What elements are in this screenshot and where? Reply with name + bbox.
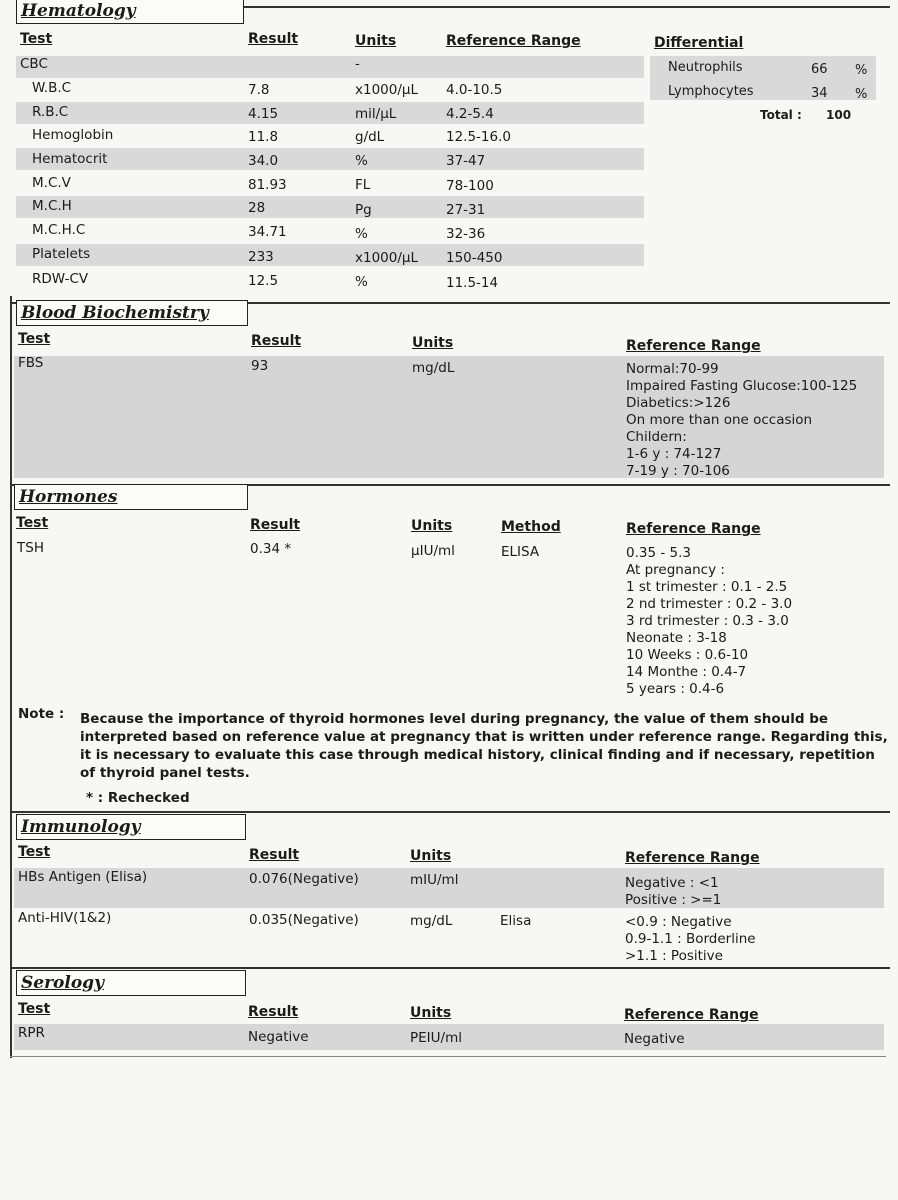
immunology-header-result: Result <box>249 847 300 863</box>
table-row-units: mIU/ml <box>410 872 459 888</box>
table-row-ref: 27-31 <box>446 202 486 218</box>
cbc-group-units: - <box>355 56 360 72</box>
hormones-header-ref: Reference Range <box>626 521 761 537</box>
hormones-header-test: Test <box>16 515 49 531</box>
biochemistry-header-test: Test <box>18 331 51 347</box>
tsh-result: 0.34 * <box>250 541 292 557</box>
hematology-header-ref: Reference Range <box>446 33 581 49</box>
table-row-test: R.B.C <box>32 104 69 120</box>
differential-total-label: Total : <box>760 108 802 122</box>
serology-header-units: Units <box>410 1005 452 1021</box>
table-row-ref: 12.5-16.0 <box>446 129 511 145</box>
table-row-result: 12.5 <box>248 273 279 289</box>
immunology-title: Immunology <box>16 814 246 840</box>
differential-item-unit: % <box>855 87 868 102</box>
table-row-units: FL <box>355 177 371 193</box>
table-row-ref: 4.0-10.5 <box>446 82 503 98</box>
table-row-result: 7.8 <box>248 82 270 98</box>
differential-item-value: 66 <box>811 62 828 77</box>
biochemistry-header-units: Units <box>412 335 454 351</box>
serology-title: Serology <box>16 970 246 996</box>
table-row-test: HBs Antigen (Elisa) <box>18 869 148 885</box>
table-row-test: M.C.H <box>32 198 72 214</box>
rpr-result: Negative <box>248 1029 309 1045</box>
immunology-header-units: Units <box>410 848 452 864</box>
differential-total-value: 100 <box>826 108 852 122</box>
fbs-units: mg/dL <box>412 360 455 376</box>
differential-item-name: Neutrophils <box>668 60 743 75</box>
fbs-reference-range: Normal:70-99 Impaired Fasting Glucose:100-125 Diabetics:>126 On more than one occasion Childern: 1-6 y : 74-127 7-19 y : 70-106 <box>626 361 858 479</box>
serology-header-test: Test <box>18 1001 51 1017</box>
note-label: Note : <box>18 706 65 722</box>
hormones-header-units: Units <box>411 518 453 534</box>
table-row-units: Pg <box>355 202 372 218</box>
fbs-test: FBS <box>18 355 44 371</box>
rpr-units: PEIU/ml <box>410 1030 462 1046</box>
table-row-result: 233 <box>248 249 274 265</box>
table-row-units: x1000/µL <box>355 82 419 98</box>
tsh-method: ELISA <box>501 544 540 560</box>
note-text: Because the importance of thyroid hormones level during pregnancy, the value of them should be interpreted based on reference value at pregnancy that is written under reference range. Regarding this, it is necessary to evaluate this case through medical history, clinical finding and if necessary, repetition of thyroid panel tests. <box>80 711 888 781</box>
hematology-header-result: Result <box>248 31 299 47</box>
table-row-ref: 32-36 <box>446 226 486 242</box>
differential-title: Differential <box>654 35 744 51</box>
biochemistry-title: Blood Biochemistry <box>16 300 248 326</box>
table-row-ref: 4.2-5.4 <box>446 106 494 122</box>
fbs-result: 93 <box>251 358 269 374</box>
table-row-result: 81.93 <box>248 177 287 193</box>
table-row-ref: 11.5-14 <box>446 275 499 291</box>
hematology-header-test: Test <box>20 31 53 47</box>
rpr-ref: Negative <box>624 1031 685 1047</box>
table-row-test: W.B.C <box>32 80 72 96</box>
hematology-title: Hematology <box>16 0 244 24</box>
table-row-ref: 78-100 <box>446 178 494 194</box>
differential-item-value: 34 <box>811 86 828 101</box>
tsh-reference-range: 0.35 - 5.3 At pregnancy : 1 st trimester : 0.1 - 2.5 2 nd trimester : 0.2 - 3.0 3 rd trimester : 0.3 - 3.0 Neonate : 3-18 10 Weeks : 0.6-10 14 Monthe : 0.4-7 5 years : 0.4-6 <box>626 545 793 697</box>
cbc-group-label: CBC <box>20 56 48 72</box>
table-row-ref: Negative : <1 Positive : >=1 <box>625 875 722 908</box>
table-row-result: 34.71 <box>248 224 287 240</box>
table-row-units: % <box>355 153 368 169</box>
biochemistry-header-result: Result <box>251 333 302 349</box>
table-row-units: mil/µL <box>355 106 397 122</box>
table-row-test: Hematocrit <box>32 151 108 167</box>
table-row-test: M.C.V <box>32 175 71 191</box>
table-row-test: Hemoglobin <box>32 127 114 143</box>
table-row-test: Platelets <box>32 246 91 262</box>
table-row-ref: <0.9 : Negative 0.9-1.1 : Borderline >1.1 : Positive <box>625 914 756 964</box>
table-row-ref: 37-47 <box>446 153 486 169</box>
immunology-header-test: Test <box>18 844 51 860</box>
table-row-units: x1000/µL <box>355 250 419 266</box>
table-row-result: 4.15 <box>248 106 279 122</box>
table-row-units: mg/dL <box>410 913 453 929</box>
hormones-title: Hormones <box>14 484 248 510</box>
table-row-result: 11.8 <box>248 129 279 145</box>
rechecked-footnote: * : Rechecked <box>86 790 190 806</box>
table-row-test: RDW-CV <box>32 271 89 287</box>
table-row-result: 0.076(Negative) <box>249 871 359 887</box>
table-row-units: % <box>355 226 368 242</box>
hematology-header-units: Units <box>355 33 397 49</box>
differential-item-unit: % <box>855 63 868 78</box>
table-row-result: 34.0 <box>248 153 279 169</box>
table-row-ref: 150-450 <box>446 250 503 266</box>
table-row-result: 0.035(Negative) <box>249 912 359 928</box>
differential-item-name: Lymphocytes <box>668 84 754 99</box>
table-row-test: Anti-HIV(1&2) <box>18 910 112 926</box>
serology-header-result: Result <box>248 1004 299 1020</box>
rpr-test: RPR <box>18 1025 45 1041</box>
biochemistry-header-ref: Reference Range <box>626 338 761 354</box>
serology-header-ref: Reference Range <box>624 1007 759 1023</box>
table-row-method: Elisa <box>500 913 532 929</box>
table-row-units: % <box>355 274 368 290</box>
table-row-result: 28 <box>248 200 266 216</box>
table-row-units: g/dL <box>355 129 385 145</box>
tsh-test: TSH <box>17 540 44 556</box>
tsh-units: µIU/ml <box>411 543 455 559</box>
table-row-test: M.C.H.C <box>32 222 86 238</box>
hormones-header-method: Method <box>501 519 561 535</box>
immunology-header-ref: Reference Range <box>625 850 760 866</box>
hormones-header-result: Result <box>250 517 301 533</box>
